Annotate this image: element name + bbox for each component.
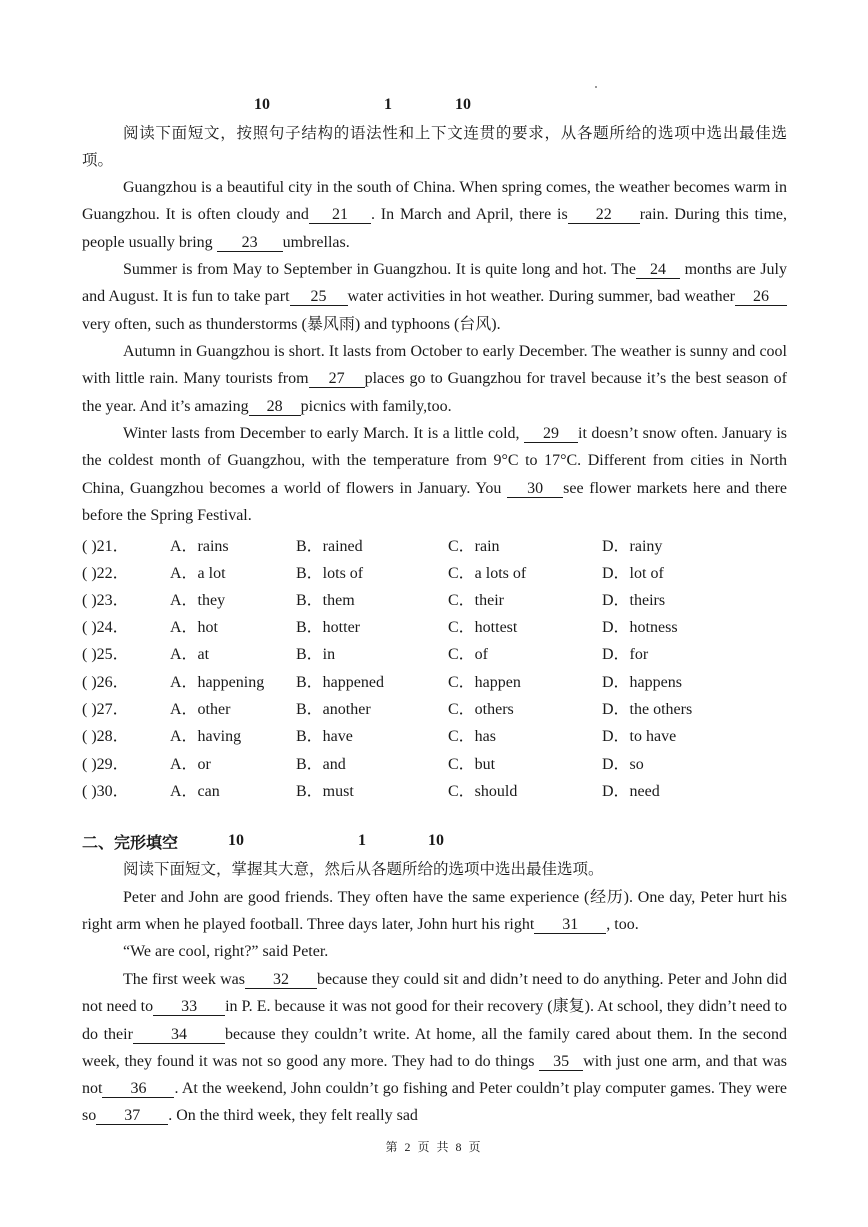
option-b: B．happened (296, 674, 384, 691)
option-d: D．for (602, 646, 649, 663)
passage-text: Guangzhou is a beautiful city in the south of China. When spring comes, the weather becomes warm in Guangzhou. It is often cloudy and (82, 179, 787, 224)
passage-text: Peter and John are good friends. They often have the same experience (经历). One day, Peter hurt his right arm when he played football. Three days later, John hurt his right (82, 889, 787, 934)
question-row (82, 696, 787, 723)
passage-text: umbrellas. (282, 233, 350, 251)
passage-text: because they could sit and didn’t need to do anything. Peter and John did not need to (82, 971, 787, 1016)
section2-instruction: 阅读下面短文，掌握其大意，然后从各题所给的选项中选出最佳选项。 (123, 860, 604, 878)
option-c: C．but (448, 756, 496, 773)
passage-text: it doesn’t snow often. January is the coldest month of Guangzhou, with the temperature from 9°C to 17°C. Different from cities in North China, Guangzhou becomes a world of flowers in January. You (82, 425, 788, 497)
option-d: D．lot of (602, 565, 664, 582)
blank-32: 32 (245, 972, 317, 989)
question-number: ( )22． (82, 565, 129, 582)
option-d: D．to have (602, 728, 677, 745)
blank-22: 22 (568, 207, 640, 224)
blank-36: 36 (102, 1081, 174, 1098)
section2-score-each: 1 (358, 832, 366, 849)
blank-29: 29 (524, 426, 578, 443)
question-row (82, 641, 787, 668)
option-d: D．need (602, 783, 660, 800)
section1-paragraph-3 (82, 338, 787, 420)
blank-37: 37 (96, 1108, 168, 1125)
question-number: ( )23． (82, 592, 129, 609)
scan-speck (595, 86, 597, 88)
option-c: C．of (448, 646, 489, 663)
passage-text: with just one arm, and that was not (82, 1052, 788, 1098)
section1-paragraph-2 (82, 256, 787, 338)
blank-26: 26 (735, 289, 787, 306)
option-a: A．at (170, 646, 210, 663)
section1-instruction: 阅读下面短文，按照句子结构的语法性和上下文连贯的要求，从各题所给的选项中选出最佳选项。 (82, 124, 787, 170)
section2-paragraph-3 (82, 966, 787, 1130)
option-d: D．so (602, 756, 644, 773)
passage-text: picnics with family,too. (300, 397, 452, 415)
question-row (82, 614, 787, 641)
question-number: ( )26． (82, 674, 129, 691)
blank-31: 31 (534, 917, 606, 934)
option-c: C．hottest (448, 619, 518, 636)
question-number: ( )24． (82, 619, 129, 636)
passage-text: The first week was (123, 971, 245, 988)
option-b: B．rained (296, 538, 363, 555)
question-row (82, 560, 787, 587)
question-number: ( )29． (82, 756, 129, 773)
passage-text: . In March and April, there is (370, 206, 568, 224)
passage-text: very often, such as thunderstorms (暴风雨) and typhoons (台风). (82, 315, 501, 333)
option-c: C．their (448, 592, 504, 609)
question-row (82, 723, 787, 750)
passage-text: in P. E. because it was not good for their recovery (康复). At school, they didn’t need to do their (82, 998, 787, 1043)
question-row (82, 587, 787, 614)
section1-score-total: 10 (254, 96, 270, 113)
option-b: B．another (296, 701, 371, 718)
question-row (82, 669, 787, 696)
blank-33: 33 (153, 999, 225, 1016)
option-d: D．theirs (602, 592, 666, 609)
passage-text: Autumn in Guangzhou is short. It lasts from October to early December. The weather is sunny and cool with little rain. Many tourists from (82, 343, 787, 388)
blank-24: 24 (636, 262, 680, 279)
option-c: C．others (448, 701, 514, 718)
option-b: B．them (296, 592, 355, 609)
section2-paragraph-2: “We are cool, right?” said Peter. (123, 943, 329, 960)
option-c: C．has (448, 728, 497, 745)
blank-28: 28 (249, 399, 301, 416)
option-d: D．rainy (602, 538, 663, 555)
option-c: C．a lots of (448, 565, 527, 582)
option-a: A．they (170, 592, 226, 609)
option-a: A．having (170, 728, 242, 745)
option-d: D．hotness (602, 619, 678, 636)
passage-text: months are July and August. It is fun to take part (82, 261, 788, 306)
passage-text: Summer is from May to September in Guangzhou. It is quite long and hot. The (123, 261, 637, 278)
section2-score-total: 10 (228, 832, 244, 849)
option-c: C．happen (448, 674, 521, 691)
passage-text: because they couldn’t write. At home, all the family cared about them. In the second week, they found it was not so good any more. They had to do things (82, 1025, 787, 1070)
question-number: ( )25． (82, 646, 129, 663)
passage-text: . On the third week, they felt really sad (168, 1107, 418, 1125)
option-a: A．rains (170, 538, 229, 555)
passage-text: places go to Guangzhou for travel because it’s the best season of the year. And it’s amazing (82, 370, 787, 415)
passage-text: see flower markets here and there before the Spring Festival. (82, 479, 788, 524)
section1-score-each: 1 (384, 96, 392, 113)
question-row (82, 751, 787, 778)
section2-paragraph-1 (82, 884, 787, 939)
passage-text: , too. (606, 916, 639, 934)
option-d: D．happens (602, 674, 682, 691)
section1-paragraph-1 (82, 174, 787, 256)
option-b: B．lots of (296, 565, 364, 582)
option-a: A．happening (170, 674, 265, 691)
blank-34: 34 (133, 1027, 225, 1044)
blank-35: 35 (539, 1054, 583, 1071)
question-number: ( )27． (82, 701, 129, 718)
option-b: B．have (296, 728, 353, 745)
passage-text: water activities in hot weather. During summer, bad weather (347, 288, 735, 306)
question-row (82, 533, 787, 560)
option-c: C．should (448, 783, 518, 800)
question-number: ( )28． (82, 728, 129, 745)
option-d: D．the others (602, 701, 693, 718)
section2-score-sum: 10 (428, 832, 444, 849)
option-a: A．a lot (170, 565, 226, 582)
blank-30: 30 (507, 481, 563, 498)
option-b: B．and (296, 756, 346, 773)
option-a: A．hot (170, 619, 219, 636)
passage-text: rain. During this time, people usually bring (82, 206, 787, 251)
option-c: C．rain (448, 538, 500, 555)
question-number: ( )21． (82, 538, 129, 555)
question-row (82, 778, 787, 805)
option-b: B．must (296, 783, 354, 800)
option-b: B．in (296, 646, 336, 663)
section1-paragraph-4 (82, 420, 787, 529)
option-a: A．other (170, 701, 231, 718)
page-footer: 第 2 页 共 8 页 (385, 1140, 483, 1154)
question-number: ( )30． (82, 783, 129, 800)
blank-25: 25 (290, 289, 348, 306)
passage-text: Winter lasts from December to early March. It is a little cold, (123, 425, 520, 442)
option-a: A．can (170, 783, 220, 800)
blank-27: 27 (309, 371, 365, 388)
section2-title: 二、完形填空 (82, 833, 179, 852)
option-b: B．hotter (296, 619, 360, 636)
option-a: A．or (170, 756, 211, 773)
passage-text: . At the weekend, John couldn’t go fishing and Peter couldn’t play computer games. They were so (82, 1080, 787, 1125)
section1-score-sum: 10 (455, 96, 471, 113)
blank-23: 23 (217, 235, 283, 252)
blank-21: 21 (309, 207, 371, 224)
